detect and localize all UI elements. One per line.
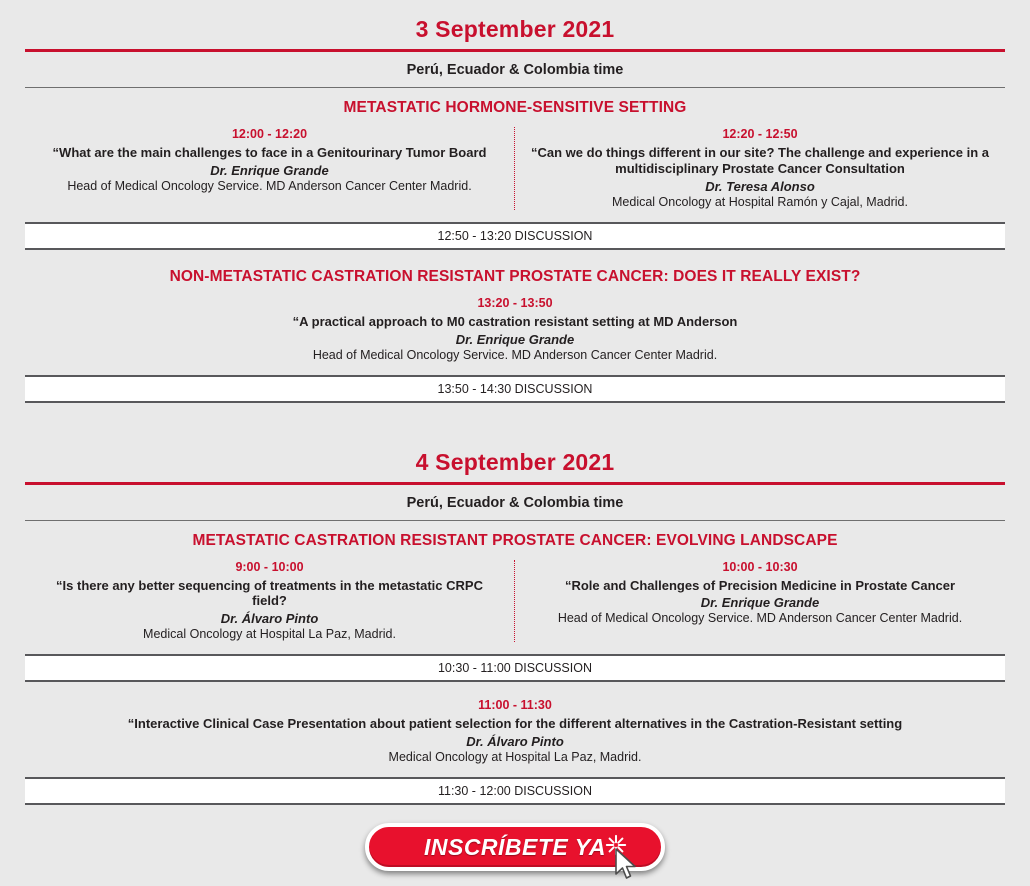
day-title: 3 September 2021 [415,16,615,42]
sparkle-icon [605,834,627,856]
cursor-pointer-icon [613,847,639,881]
session-title: “Can we do things different in our site? The challenge and experience in a multidisciplinary Prostate Cancer Consultation [531,145,989,176]
session-title: “What are the main challenges to face in a Genitourinary Tumor Board [52,145,487,160]
section-heading-hormone-sensitive: METASTATIC HORMONE-SENSITIVE SETTING [343,99,687,116]
session-speaker: Dr. Teresa Alonso [705,178,815,194]
discussion-bar: 11:30 - 12:00 DISCUSSION [25,777,1005,805]
session-item [25,296,1005,363]
session-affiliation: Head of Medical Oncology Service. MD Anderson Cancer Center Madrid. [557,611,963,626]
session-affiliation: Medical Oncology at Hospital La Paz, Madrid. [388,750,642,765]
discussion-bar: 10:30 - 11:00 DISCUSSION [25,654,1005,682]
spacer [25,642,1005,654]
session-speaker: Dr. Álvaro Pinto [220,611,319,627]
spacer [25,210,1005,222]
day-divider [25,482,1005,485]
session-speaker: Dr. Enrique Grande [455,331,575,347]
session-item [515,560,1005,643]
session-speaker: Dr. Álvaro Pinto [466,734,564,750]
register-button-label: INSCRÍBETE YA [423,833,606,860]
agenda-content [25,0,1005,871]
spacer [25,363,1005,375]
discussion-bar: 13:50 - 14:30 DISCUSSION [25,375,1005,403]
session-speaker: Dr. Enrique Grande [210,162,329,178]
session-columns [25,127,1005,210]
session-time: 12:20 - 12:50 [722,127,798,141]
thin-divider [25,87,1005,88]
day-block-1 [25,12,1005,403]
session-item [25,698,1005,765]
session-time: 13:20 - 13:50 [477,295,553,310]
session-columns [25,560,1005,643]
timezone-label: Perú, Ecuador & Colombia time [406,494,624,511]
spacer [25,250,1005,266]
session-item [25,127,515,210]
session-title: “Is there any better sequencing of treatments in the metastatic CRPC field? [56,577,483,609]
session-item [515,127,1005,210]
section-heading-mcrpc: METASTATIC CASTRATION RESISTANT PROSTATE CANCER: EVOLVING LANDSCAPE [192,531,838,549]
session-time: 10:00 - 10:30 [722,559,798,574]
register-button[interactable] [365,823,665,871]
session-speaker: Dr. Enrique Grande [700,595,820,611]
day-block-2 [25,445,1005,806]
cta-area [25,823,1005,871]
session-item [25,560,515,643]
day-divider [25,49,1005,52]
session-time: 9:00 - 10:00 [235,559,304,574]
session-title: “Role and Challenges of Precision Medicine in Prostate Cancer [564,577,956,593]
session-affiliation: Head of Medical Oncology Service. MD Anderson Cancer Center Madrid. [312,347,718,362]
session-affiliation: Medical Oncology at Hospital La Paz, Madrid. [143,627,396,642]
spacer [25,403,1005,445]
discussion-bar: 12:50 - 13:20 DISCUSSION [25,222,1005,250]
session-title: “Interactive Clinical Case Presentation about patient selection for the different alternatives in the Castration-Resistant setting [127,716,903,732]
session-time: 12:00 - 12:20 [231,127,308,141]
cta-shadow [365,823,665,871]
spacer [25,765,1005,777]
session-affiliation: Medical Oncology at Hospital Ramón y Cajal, Madrid. [612,194,908,209]
session-time: 11:00 - 11:30 [478,698,552,713]
session-affiliation: Head of Medical Oncology Service. MD Anderson Cancer Center Madrid. [67,178,472,193]
timezone-label: Perú, Ecuador & Colombia time [406,62,624,78]
section-heading-nmcrpc: NON-METASTATIC CASTRATION RESISTANT PROSTATE CANCER: DOES IT REALLY EXIST? [169,267,861,285]
session-title: “A practical approach to M0 castration resistant setting at MD Anderson [292,313,738,329]
thin-divider [25,520,1005,521]
spacer [25,682,1005,698]
day-title: 4 September 2021 [415,448,615,475]
